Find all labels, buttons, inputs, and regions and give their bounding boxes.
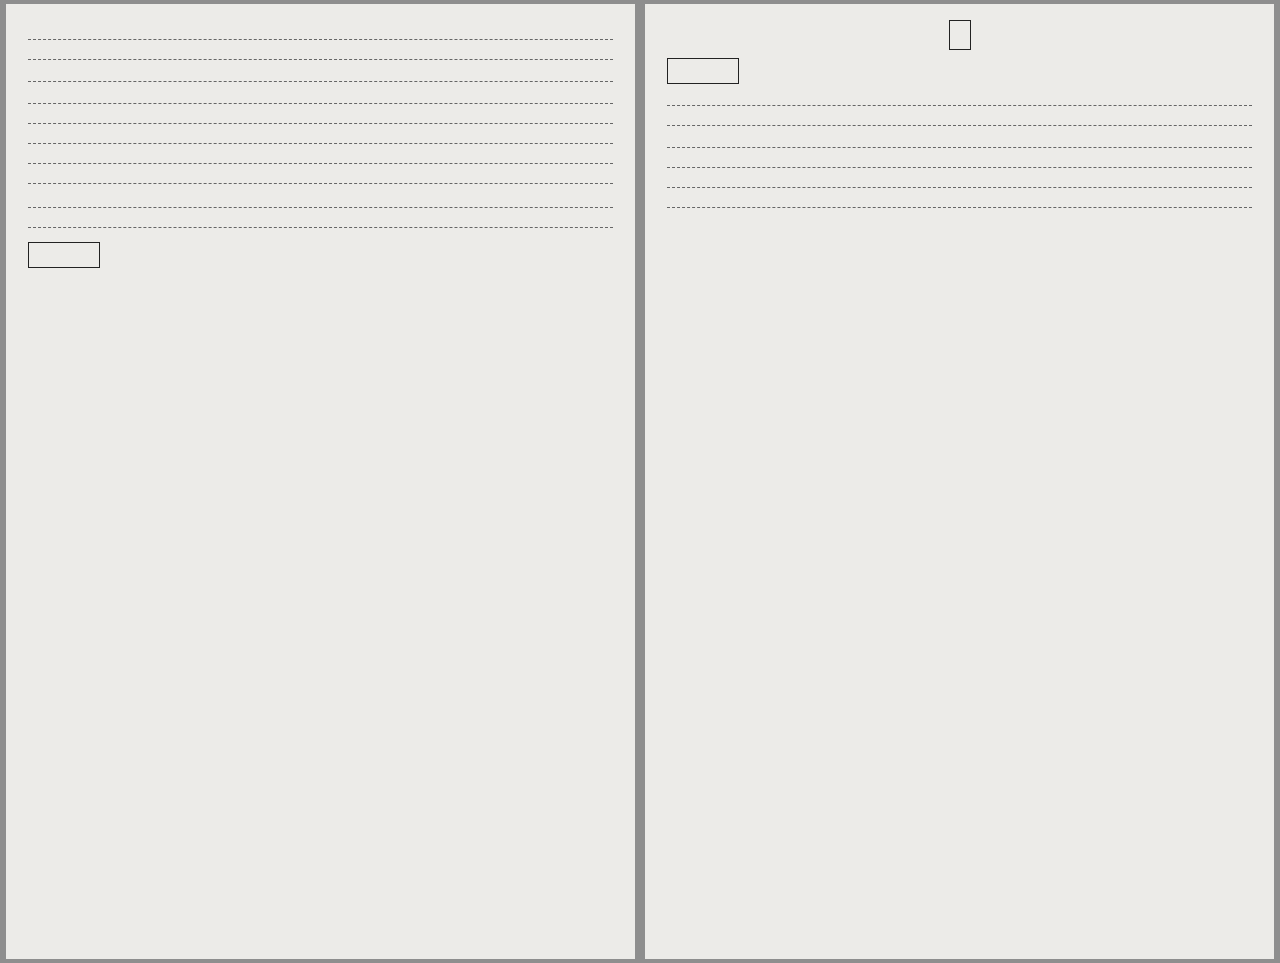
answer-line [667,130,1252,148]
answer-line [28,166,613,184]
grade-box [667,58,739,84]
exam-header [667,20,1252,50]
answer-line [28,42,613,60]
answer-line [667,150,1252,168]
answer-line [28,210,613,228]
answer-line [667,108,1252,126]
answer-line [28,106,613,124]
grade-box [28,242,100,268]
answer-line [28,22,613,40]
answer-line [667,88,1252,106]
exam-spread [6,4,1274,959]
answer-line [667,170,1252,188]
exam-title-box [949,20,971,50]
answer-line [28,64,613,82]
answer-line [28,126,613,144]
answer-line [667,190,1252,208]
left-footer [28,242,613,268]
left-page [6,4,635,959]
right-page [645,4,1274,959]
answer-line [28,190,613,208]
answer-line [28,86,613,104]
answer-line [28,146,613,164]
